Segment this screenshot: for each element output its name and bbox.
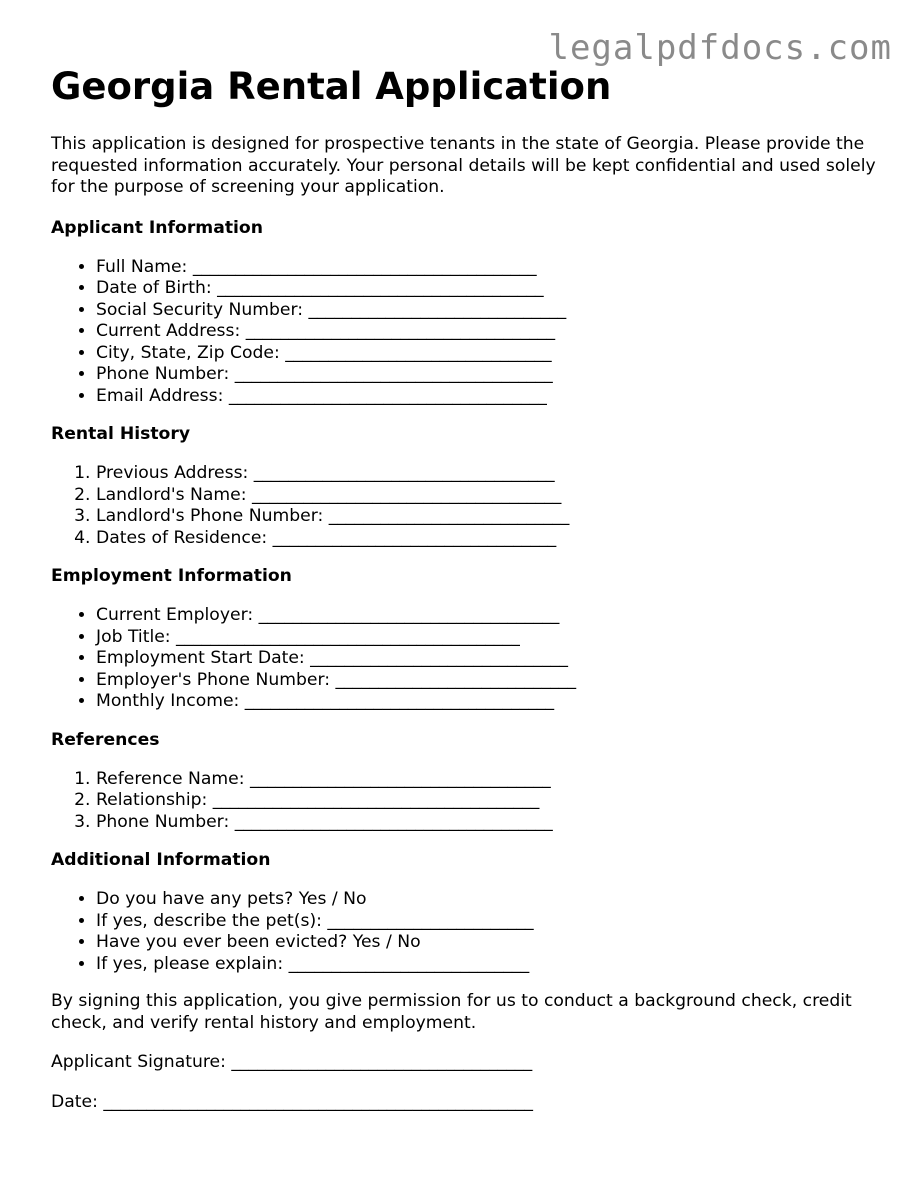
applicant-list [51,257,881,408]
list-item: • If yes, please explain: ____________________________ [96,954,881,976]
list-item: 1. Previous Address: ___________________________________ [96,463,881,485]
list-item: • Job Title: ________________________________________ [96,627,881,649]
list-item: • Date of Birth: ______________________________________ [96,278,881,300]
section-heading-employment: Employment Information [51,566,292,586]
list-item: • Do you have any pets? Yes / No [96,889,881,911]
list-item: 1. Reference Name: ___________________________________ [96,769,881,791]
employment-list [51,605,881,713]
list-item: • Email Address: _____________________________________ [96,386,881,408]
section-heading-applicant: Applicant Information [51,217,263,238]
references-list [51,769,881,834]
list-item: • Have you ever been evicted? Yes / No [96,932,881,954]
list-item: • If yes, describe the pet(s): ________________________ [96,911,881,933]
list-item: 4. Dates of Residence: _________________________________ [96,528,881,550]
consent-paragraph: By signing this application, you give permission for us to conduct a background check, credit check, and verify rental history and employment. [51,991,852,1033]
section-heading-additional: Additional Information [51,850,271,870]
list-item: 3. Phone Number: _____________________________________ [96,812,881,834]
date-line: Date: __________________________________________________ [51,1091,534,1112]
list-item: • Employer's Phone Number: ____________________________ [96,670,881,692]
section-heading-references: References [51,729,160,750]
list-item: 2. Landlord's Name: ____________________________________ [96,485,881,507]
rental-history-list [51,463,881,549]
list-item: • Current Employer: ___________________________________ [96,605,881,627]
section-heading-rental-history: Rental History [51,424,191,444]
page-title: Georgia Rental Application [51,65,612,108]
list-item: • Employment Start Date: ______________________________ [96,648,881,670]
list-item: • Full Name: ________________________________________ [96,257,881,279]
document-page [51,62,881,1113]
signature-line: Applicant Signature: ___________________________________ [51,1052,533,1072]
additional-list [51,889,881,975]
list-item: • Monthly Income: ____________________________________ [96,691,881,713]
watermark: legalpdfdocs.com [548,28,892,68]
list-item: • Current Address: ____________________________________ [96,321,881,343]
list-item: 2. Relationship: ______________________________________ [96,790,881,812]
list-item: • Social Security Number: ______________________________ [96,300,881,322]
list-item: • City, State, Zip Code: _______________________________ [96,343,881,365]
intro-paragraph: This application is designed for prospective tenants in the state of Georgia. Please provide the requested information accurately. Your personal details will be kept confidential and used solely for the purpose of screening your application. [51,134,876,197]
list-item: 3. Landlord's Phone Number: ____________________________ [96,506,881,528]
list-item: • Phone Number: _____________________________________ [96,364,881,386]
